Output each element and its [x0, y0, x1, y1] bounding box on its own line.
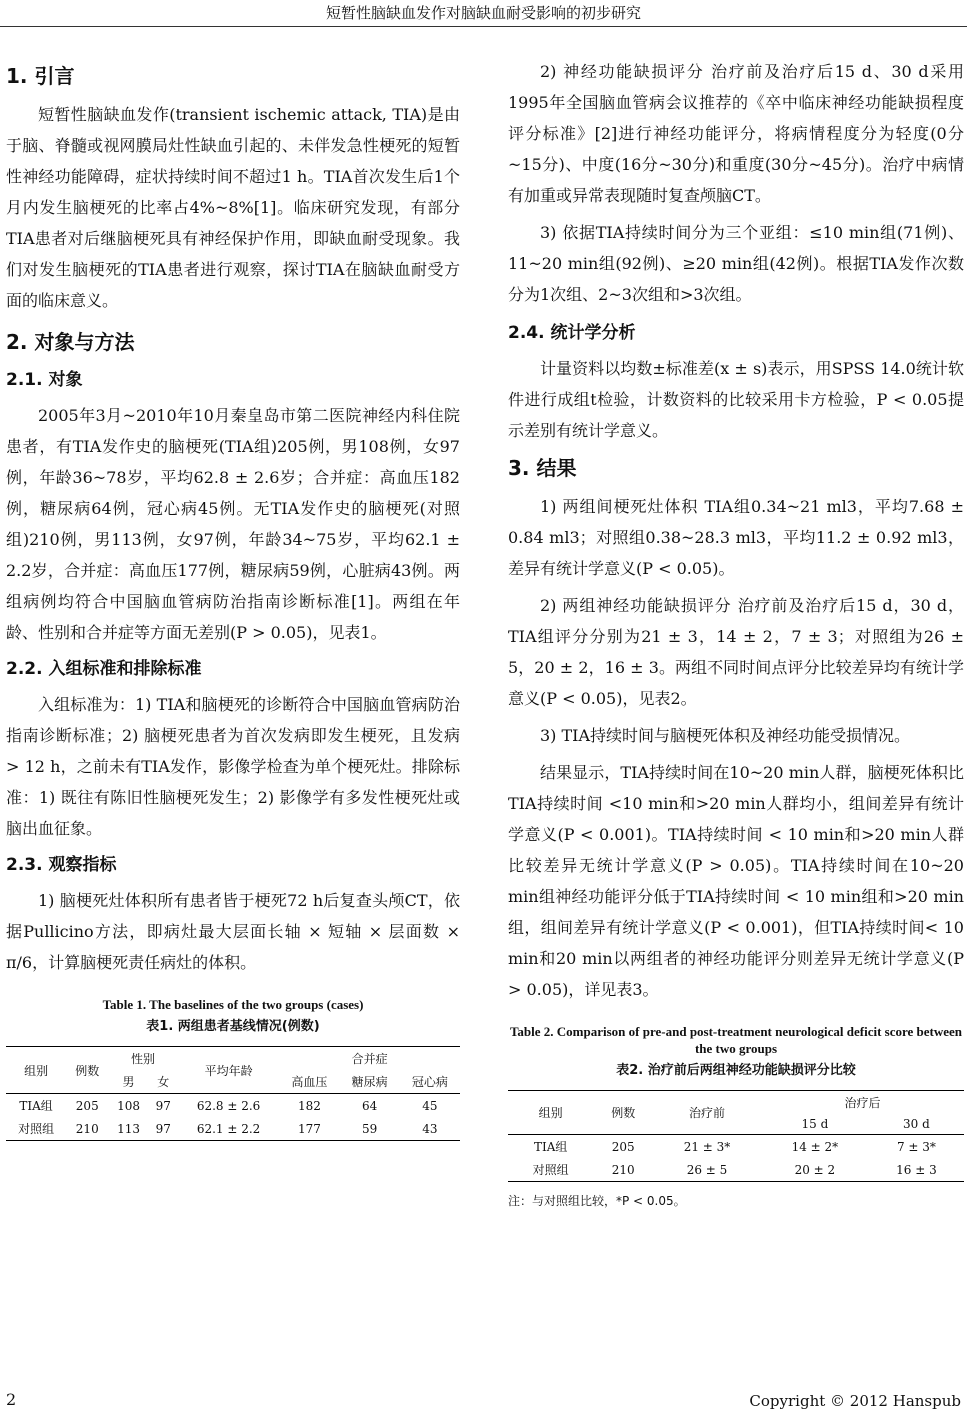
subjects-paragraph: 2005年3月~2010年10月秦皇岛市第二医院神经内科住院患者，有TIA发作史的脑梗死(TIA组)205例，男108例，女97例，年龄36~78岁，平均62.8 ± 2.6岁；合并症：高血压182例，糖尿病64例，冠心病45例。无TIA发作史的脑梗死(对照组)210例，男113例，女97例，年龄34~75岁，平均62.1 ± 2.2岁，合并症：高血压177例，糖尿病59例，心脏病43例。两组病例均符合中国脑血管病防治指南诊断标准[1]。两组在年龄、性别和合并症等方面无差别(P > 0.05)，见表1。: [6, 406, 460, 642]
right-column: [508, 56, 964, 1209]
t2-cell: 14 ± 2*: [791, 1139, 839, 1154]
running-header: 短暂性脑缺血发作对脑缺血耐受影响的初步研究: [325, 4, 641, 22]
section-2-2-title: 2.2. 入组标准和排除标准: [6, 659, 202, 679]
section-1-title: 1. 引言: [6, 64, 75, 88]
table-row: [6, 1094, 460, 1118]
t1-cell: 62.8 ± 2.6: [196, 1098, 261, 1113]
criteria-paragraph: 入组标准为：1) TIA和脑梗死的诊断符合中国脑血管病防治指南诊断标准；2) 脑梗死患者为首次发病即发生梗死，且发病 > 12 h，之前未有TIA发作，影像学检查为单个梗死灶。排除标准：1) 既往有陈旧性脑梗死发生；2) 影像学有多发性梗死灶或脑出血征象。: [6, 695, 460, 838]
t1-cell: 113: [117, 1121, 141, 1136]
t1-h-male: 男: [122, 1075, 135, 1089]
t1-h-group: 组别: [24, 1063, 49, 1078]
table-2: [508, 1090, 964, 1182]
t2-h-post: 治疗后: [844, 1096, 881, 1110]
result-3-paragraph: 3) TIA持续时间与脑梗死体积及神经功能受损情况。: [540, 726, 911, 745]
t2-cell: 7 ± 3*: [896, 1139, 936, 1154]
t1-cell: 182: [297, 1098, 321, 1113]
t1-cell: 62.1 ± 2.2: [196, 1121, 261, 1136]
t1-h-age: 平均年龄: [204, 1063, 253, 1078]
t2-cell: 对照组: [532, 1163, 569, 1177]
page-number: 2: [6, 1390, 17, 1409]
table-row: [6, 1117, 460, 1141]
neuro-score-paragraph: 2) 神经功能缺损评分 治疗前及治疗后15 d、30 d采用1995年全国脑血管病会议推荐的《卒中临床神经功能缺损程度评分标准》[2]进行神经功能评分，将病情程度分为轻度(0分~15分)、中度(16分~30分)和重度(30分~45分)。治疗中病情有加重或异常表现随时复查颅脑CT。: [508, 62, 964, 205]
t2-h-15d: 15 d: [801, 1117, 829, 1131]
table2-caption-zh: 表2. 治疗前后两组神经功能缺损评分比较: [616, 1063, 856, 1078]
t2-cell: 21 ± 3*: [683, 1139, 731, 1154]
t1-h-htn: 高血压: [291, 1075, 328, 1089]
t1-cell: 97: [155, 1121, 171, 1136]
t1-cell: TIA组: [19, 1099, 53, 1113]
t2-cell: TIA组: [533, 1140, 568, 1154]
table2-note: 注：与对照组比较，*P < 0.05。: [508, 1194, 686, 1208]
section-2-title: 2. 对象与方法: [6, 330, 135, 354]
table1-caption-zh: 表1. 两组患者基线情况(例数): [146, 1019, 320, 1034]
t1-cell: 108: [117, 1098, 141, 1113]
t1-cell: 210: [75, 1121, 99, 1136]
header-rule: [0, 26, 967, 27]
section-2-1-title: 2.1. 对象: [6, 370, 83, 390]
table-row: [508, 1135, 964, 1159]
t1-h-dm: 糖尿病: [351, 1075, 388, 1089]
intro-paragraph: 短暂性脑缺血发作(transient ischemic attack, TIA)是由于脑、脊髓或视网膜局灶性缺血引起的、未伴发急性梗死的短暂性神经功能障碍，症状持续时间不超过1 h。TIA首次发生后1个月内发生脑梗死的比率占4%~8%[1]。临床研究发现，有部分TIA患者对后继脑梗死具有神经保护作用，即缺血耐受现象。我们对发生脑梗死的TIA患者进行观察，探讨TIA在脑缺血耐受方面的临床意义。: [6, 105, 460, 310]
t1-cell: 43: [422, 1121, 438, 1136]
t1-h-chd: 冠心病: [411, 1075, 448, 1089]
t2-cell: 26 ± 5: [686, 1162, 728, 1177]
subgroup-paragraph: 3) 依据TIA持续时间分为三个亚组：≤10 min组(71例)、11~20 min组(92例)、≥20 min组(42例)。根据TIA发作次数分为1次组、2~3次组和>3次组。: [508, 223, 964, 304]
t1-cell: 45: [422, 1098, 438, 1113]
section-2-4-title: 2.4. 统计学分析: [508, 323, 636, 343]
t2-cell: 210: [611, 1162, 635, 1177]
t1-h-female: 女: [157, 1075, 170, 1089]
t2-cell: 20 ± 2: [794, 1162, 836, 1177]
table-row: [508, 1158, 964, 1182]
t1-cell: 64: [361, 1098, 378, 1113]
section-3-title: 3. 结果: [508, 456, 577, 480]
t2-h-group: 组别: [538, 1106, 563, 1120]
t1-cell: 对照组: [18, 1122, 55, 1136]
result-2-paragraph: 2) 两组神经功能缺损评分 治疗前及治疗后15 d，30 d，TIA组评分分别为21 ± 3，14 ± 2，7 ± 3；对照组为26 ± 5，20 ± 2，16 ± 3。两组不同时间点评分比较差异均有统计学意义(P < 0.05)，见表2。: [508, 596, 964, 708]
t2-h-n: 例数: [611, 1106, 636, 1120]
t2-h-30d: 30 d: [903, 1117, 930, 1131]
copyright: Copyright © 2012 Hanspub: [749, 1392, 961, 1410]
t2-cell: 205: [611, 1139, 635, 1154]
section-2-3-title: 2.3. 观察指标: [6, 855, 117, 875]
result-1-paragraph: 1) 两组间梗死灶体积 TIA组0.34~21 ml3，平均7.68 ± 0.84 ml3；对照组0.38~28.3 ml3，平均11.2 ± 0.92 ml3，差异有统计学意义(P < 0.05)。: [508, 497, 964, 578]
t1-h-sex: 性别: [131, 1052, 156, 1066]
t2-h-pre: 治疗前: [689, 1106, 726, 1120]
indicators-paragraph: 1) 脑梗死灶体积所有患者皆于梗死72 h后复查头颅CT，依据Pullicino方法，即病灶最大层面长轴 × 短轴 × 层面数 × π/6，计算脑梗死责任病灶的体积。: [6, 891, 460, 972]
stats-paragraph: 计量资料以均数±标准差(x ± s)表示，用SPSS 14.0统计软件进行成组t检验，计数资料的比较采用卡方检验，P < 0.05提示差别有统计学意义。: [508, 359, 964, 440]
t1-cell: 205: [75, 1098, 99, 1113]
t1-cell: 59: [361, 1121, 378, 1136]
table-1: [6, 1046, 460, 1141]
t2-cell: 16 ± 3: [896, 1162, 937, 1177]
table1-caption-en: Table 1. The baselines of the two groups (cases): [102, 997, 364, 1012]
t1-h-comorb: 合并症: [351, 1052, 388, 1066]
result-4-paragraph: 结果显示，TIA持续时间在10~20 min人群，脑梗死体积比TIA持续时间 <10 min和>20 min人群均小，组间差异有统计学意义(P < 0.001)。TIA持续时间 < 10 min和>20 min人群比较差异无统计学意义(P > 0.05)。TIA持续时间在10~20 min组神经功能评分低于TIA持续时间 < 10 min组和>20 min组，组间差异有统计学意义(P < 0.001)，但TIA持续时间< 10 min和20 min以两组者的神经功能评分则差异无统计学意义(P > 0.05)，详见表3。: [508, 763, 964, 999]
t1-h-n: 例数: [75, 1063, 100, 1078]
t1-cell: 97: [155, 1098, 171, 1113]
left-column: [6, 56, 460, 1141]
t1-cell: 177: [297, 1121, 321, 1136]
table2-caption-en: Table 2. Comparison of pre-and post-treatment neurological deficit score between the two groups: [509, 1024, 963, 1056]
